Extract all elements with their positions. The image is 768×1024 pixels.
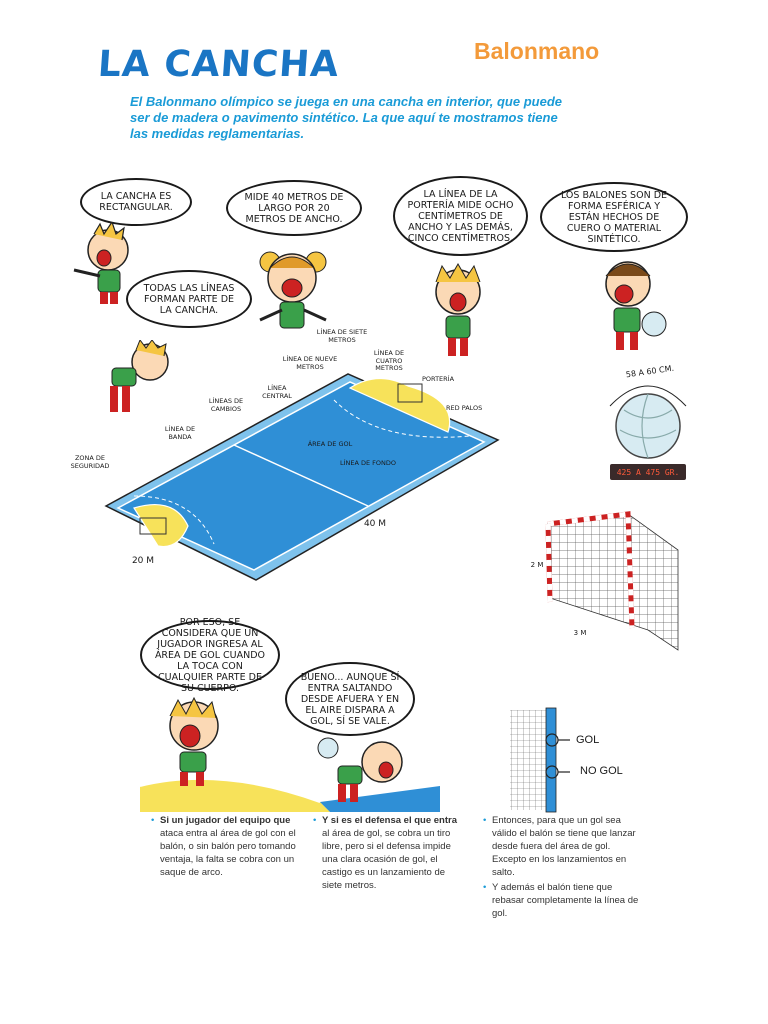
ball-size-label: 58 A 60 CM. — [625, 363, 675, 380]
label-four-meter-line: LÍNEA DE CUATRO METROS — [373, 349, 405, 372]
speech-bubble-balls: LOS BALONES SON DE FORMA ESFÉRICA Y ESTÁN HECHOS DE CUERO O MATERIAL SINTÉTICO. — [540, 182, 688, 252]
label-goal-area: ÁREA DE GOL — [307, 440, 353, 448]
label-side-line: LÍNEA DE BANDA — [164, 425, 196, 441]
label-no-gol: NO GOL — [580, 765, 623, 777]
speech-bubble-area-rule: POR ESO, SE CONSIDERA QUE UN JUGADOR INGRESA AL ÁREA DE GOL CUANDO LA TOCA CON CUALQUIER PARTE DE SU CUERPO. — [140, 620, 280, 690]
label-safety-zone: ZONA DE SEGURIDAD — [70, 454, 110, 470]
caption-item: • Y si es el defensa el que entra al área de gol, se cobra un tiro libre, pero si el defensa impide una clara ocasión de gol, el castigo es un lanzamiento de siete metros. — [322, 814, 462, 892]
label-posts-net: RED PALOS — [446, 404, 483, 412]
speech-bubble-goal-line: LA LÍNEA DE LA PORTERÍA MIDE OCHO CENTÍMETROS DE ANCHO Y LAS DEMÁS, CINCO CENTÍMETROS. — [393, 176, 528, 256]
label-gol: GOL — [576, 734, 600, 746]
character-girl-illustration — [246, 240, 336, 340]
label-length: 40 M — [363, 519, 387, 529]
character-boy-1-illustration — [64, 222, 144, 308]
character-boy-jumping-illustration — [316, 734, 416, 814]
caption-item: • Entonces, para que un gol sea válido el balón se tiene que lanzar desde fuera del área de gol. Excepto en los lanzamientos en salto. — [492, 814, 644, 879]
label-nine-meter-line: LÍNEA DE NUEVE METROS — [282, 355, 338, 371]
character-boy-ball-illustration — [590, 252, 674, 356]
caption-column-2 — [312, 814, 462, 894]
speech-bubble-lines: TODAS LAS LÍNEAS FORMAN PARTE DE LA CANCHA. — [126, 270, 252, 328]
caption-item: • Y además el balón tiene que rebasar completamente la línea de gol. — [492, 881, 644, 920]
goal-line-diagram — [506, 704, 606, 814]
speech-bubble-dimensions: MIDE 40 METROS DE LARGO POR 20 METROS DE ANCHO. — [226, 180, 362, 236]
label-seven-meter-line: LÍNEA DE SIETE METROS — [316, 328, 368, 344]
speech-bubble-rectangular: LA CANCHA ES RECTANGULAR. — [80, 178, 192, 226]
goal-width-label: 3 M — [573, 629, 587, 637]
caption-item: • Si un jugador del equipo que ataca entra al área de gol con el balón, o sin balón pero tomando ventaja, la falta se cobra con un saque de arco. — [160, 814, 300, 879]
intro-text: El Balonmano olímpico se juega en una cancha en interior, que puede ser de madera o pavimento sintético. La que aquí te mostramos tiene las medidas reglamentarias. — [130, 94, 562, 141]
caption-column-3 — [482, 814, 644, 922]
ball-weight-badge: 425 A 475 GR. — [610, 464, 686, 480]
goal-height-label: 2 M — [530, 561, 544, 569]
label-center-line: LÍNEA CENTRAL — [262, 384, 292, 400]
caption-column-1 — [150, 814, 300, 881]
sport-label: Balonmano — [474, 38, 600, 64]
speech-bubble-jump-rule: BUENO... AUNQUE SÍ ENTRA SALTANDO DESDE AFUERA Y EN EL AIRE DISPARA A GOL, SÍ SE VALE. — [285, 662, 415, 736]
label-width: 20 M — [131, 556, 155, 566]
label-end-line: LÍNEA DE FONDO — [339, 459, 397, 467]
page-title: LA CANCHA — [96, 44, 341, 85]
goal-net-illustration — [528, 510, 688, 660]
character-boy-shouting-illustration — [150, 694, 240, 790]
label-substitution-lines: LÍNEAS DE CAMBIOS — [208, 397, 244, 413]
label-goal: PORTERÍA — [422, 375, 455, 383]
